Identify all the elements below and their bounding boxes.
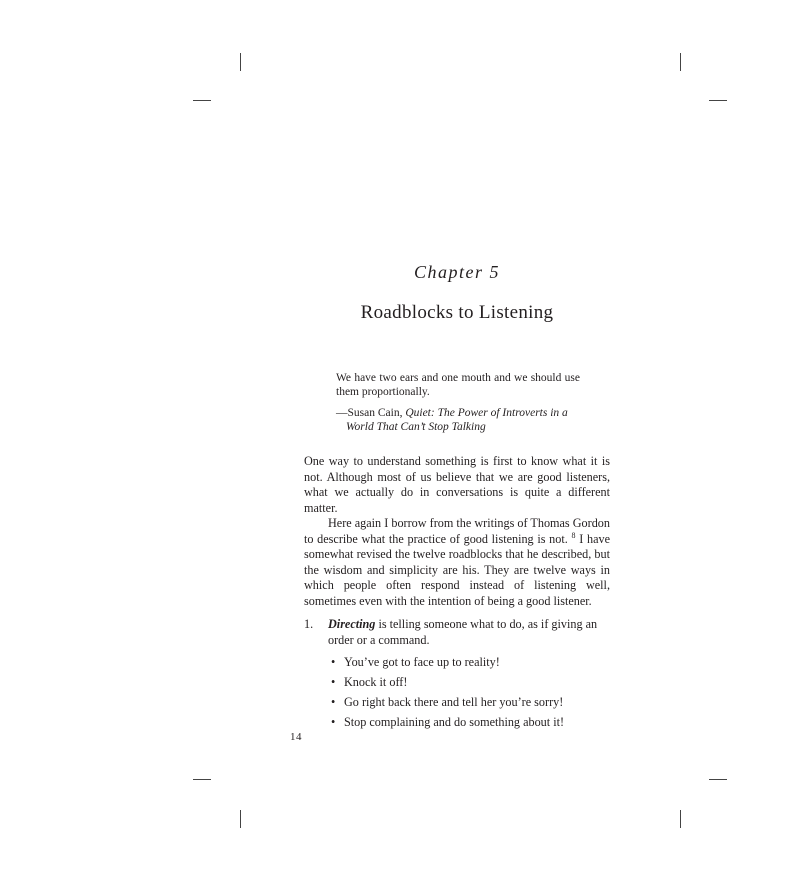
body-text bbox=[304, 454, 610, 735]
epigraph bbox=[336, 371, 580, 434]
paragraph-1: One way to understand something is first to know what it is not. Although most of us believe that we are good listeners, what we actually do in conversations is quite a different matter. bbox=[304, 454, 610, 515]
example-list bbox=[304, 655, 610, 731]
example-item: • You’ve got to face up to reality! bbox=[344, 655, 610, 671]
paragraph-2-text-a: Here again I borrow from the writings of Thomas Gordon to describe what the practice of good listening is not. bbox=[304, 516, 610, 546]
crop-mark-top-left-horizontal bbox=[193, 100, 211, 101]
crop-mark-top-right-vertical bbox=[680, 53, 681, 71]
example-item: • Go right back there and tell her you’re sorry! bbox=[344, 695, 610, 711]
epigraph-quote: We have two ears and one mouth and we should use them proportionally. bbox=[336, 372, 580, 398]
paragraph-2-text-b: I have somewhat revised the twelve roadblocks that he described, but the wisdom and simplicity are his. They are twelve ways in which people often respond instead of listening well, sometimes even with the intention of being a good listener. bbox=[304, 531, 610, 608]
item-description: is telling someone what to do, as if giving an order or a command. bbox=[328, 617, 598, 647]
chapter-title: Roadblocks to Listening bbox=[360, 302, 554, 323]
crop-mark-top-right-horizontal bbox=[709, 100, 727, 101]
crop-mark-top-left-vertical bbox=[240, 53, 241, 71]
numbered-item-directing bbox=[304, 617, 610, 648]
paragraph-2 bbox=[304, 516, 610, 609]
crop-mark-bottom-right-horizontal bbox=[709, 779, 727, 780]
crop-mark-bottom-left-horizontal bbox=[193, 779, 211, 780]
page-number: 14 bbox=[290, 731, 302, 743]
chapter-label: Chapter 5 bbox=[413, 262, 500, 282]
crop-mark-bottom-right-vertical bbox=[680, 810, 681, 828]
item-number: 1. bbox=[304, 617, 314, 631]
example-item: • Knock it off! bbox=[344, 675, 610, 691]
crop-mark-bottom-left-vertical bbox=[240, 810, 241, 828]
epigraph-attribution bbox=[336, 406, 580, 434]
epigraph-author: —Susan Cain, bbox=[336, 407, 406, 419]
epigraph-book-title: Quiet: The Power of Introverts in a World That Can’t Stop Talking bbox=[346, 407, 568, 433]
example-item: • Stop complaining and do something about it! bbox=[344, 715, 610, 731]
footnote-reference[interactable]: 8 bbox=[571, 530, 576, 540]
item-lead-term: Directing bbox=[328, 617, 376, 631]
